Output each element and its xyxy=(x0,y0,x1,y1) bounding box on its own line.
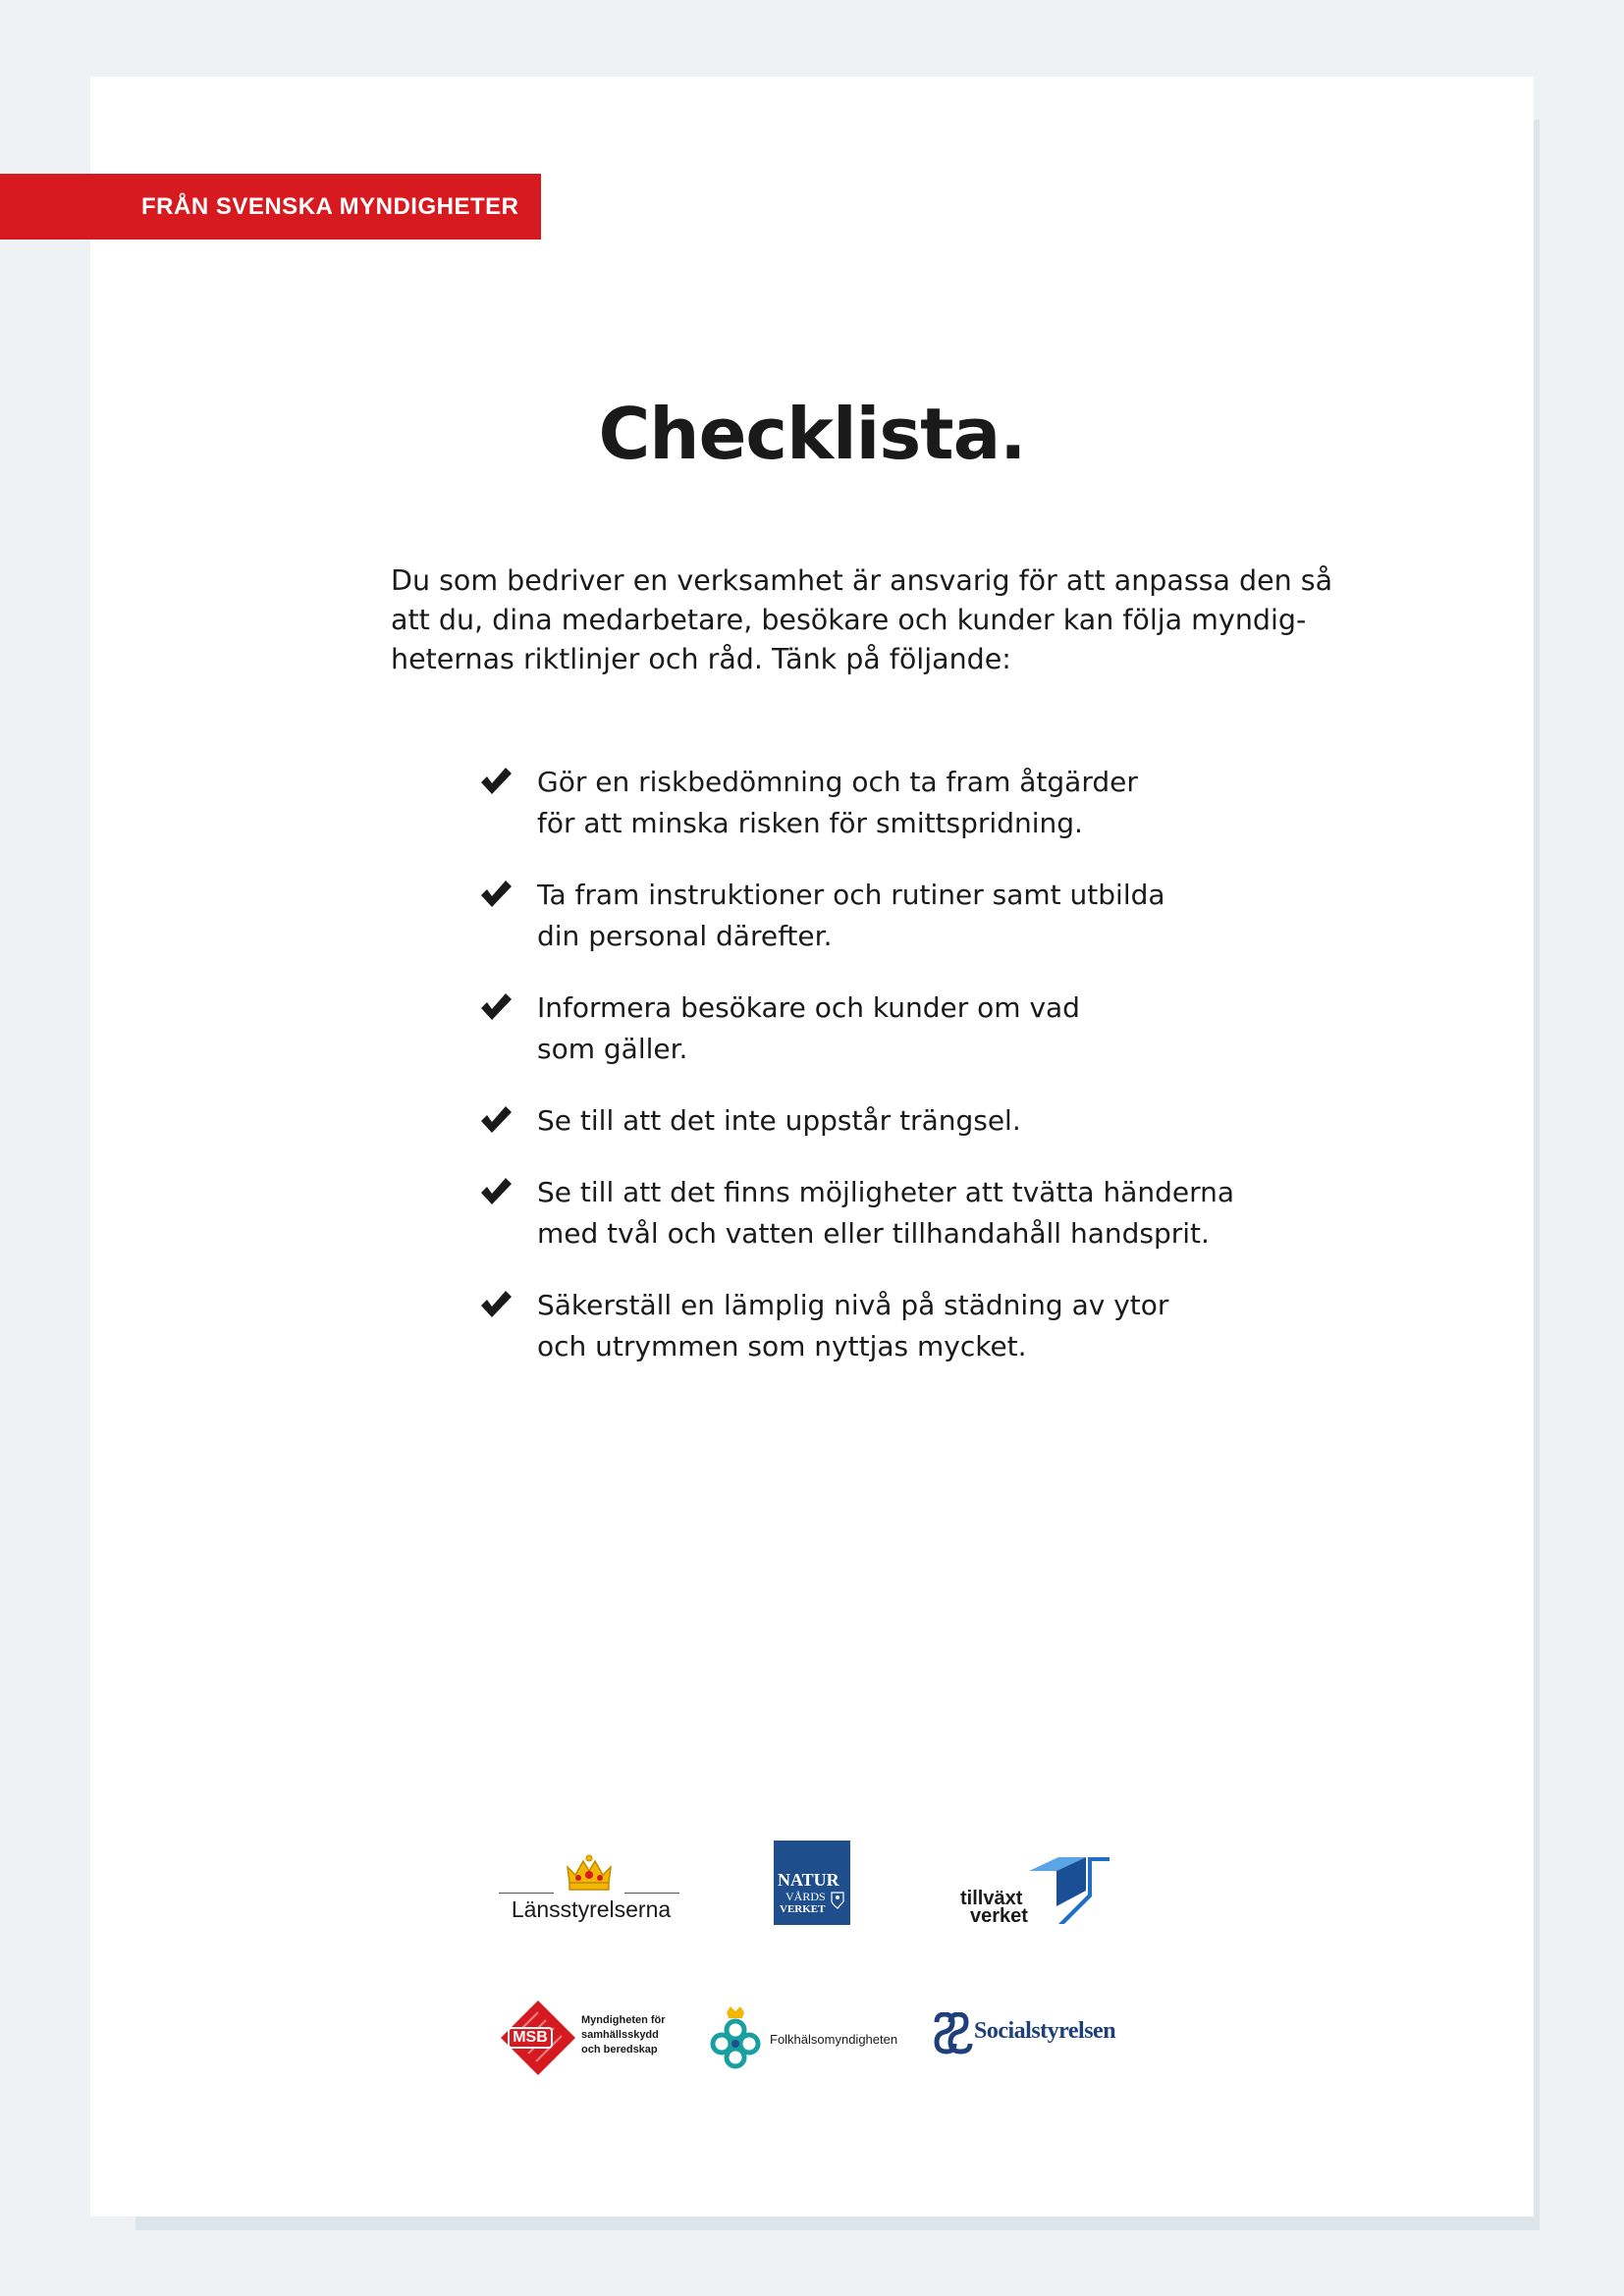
msb-abbr: MSB xyxy=(513,2029,548,2046)
crown-icon xyxy=(562,1853,617,1893)
checklist-item-text: med tvål och vatten eller tillhandahåll handsprit. xyxy=(537,1217,1210,1250)
msb-logo xyxy=(499,1999,695,2077)
checklist-item-text: Informera besökare och kunder om vad xyxy=(537,991,1080,1024)
checkmark-icon xyxy=(479,765,513,798)
checklist-item-text: som gäller. xyxy=(537,1033,688,1065)
checkmark-icon xyxy=(479,878,513,911)
checklist-item xyxy=(479,1172,1235,1255)
msb-line3: och beredskap xyxy=(581,2044,658,2056)
source-banner: FRÅN SVENSKA MYNDIGHETER xyxy=(0,174,541,240)
checklist-item-text: Ta fram instruktioner och rutiner samt utbilda xyxy=(537,879,1165,911)
page-title: Checklista. xyxy=(598,393,1026,475)
lansstyrelserna-logo xyxy=(499,1853,679,1928)
checklist-item-text: och utrymmen som nyttjas mycket. xyxy=(537,1330,1027,1362)
tillvaxtverket-logo xyxy=(960,1855,1110,1926)
naturvardsverket-line2: VÅRDS xyxy=(785,1890,826,1903)
checkmark-icon xyxy=(479,1288,513,1321)
lansstyrelserna-rule-right xyxy=(624,1893,679,1894)
checklist-item xyxy=(479,875,1225,957)
msb-line2: samhällsskydd xyxy=(581,2029,659,2041)
intro-line: Du som bedriver en verksamhet är ansvarig för att anpassa den så xyxy=(391,564,1333,597)
naturvardsverket-logo xyxy=(774,1841,850,1925)
tillvaxtverket-line2: verket xyxy=(970,1905,1028,1927)
checklist-item xyxy=(479,762,1225,844)
msb-line1: Myndigheten för xyxy=(581,2014,666,2026)
checklist-item-text: Se till att det finns möjligheter att tvätta händerna xyxy=(537,1176,1235,1208)
naturvardsverket-line3: VERKET xyxy=(780,1903,826,1915)
checklist-item-text: din personal därefter. xyxy=(537,920,833,952)
naturvardsverket-line1: NATUR xyxy=(778,1870,839,1890)
folkhalsomyndigheten-name: Folkhälsomyndigheten xyxy=(770,2032,898,2047)
checklist-item xyxy=(479,988,1225,1070)
socialstyrelsen-name: Socialstyrelsen xyxy=(974,2018,1116,2044)
checklist-item-text: för att minska risken för smittspridning. xyxy=(537,807,1083,839)
checklist-item xyxy=(479,1100,1225,1142)
checklist-item-text: Se till att det inte uppstår trängsel. xyxy=(537,1104,1021,1137)
checkmark-icon xyxy=(479,1103,513,1137)
intro-line: heternas riktlinjer och råd. Tänk på följande: xyxy=(391,643,1011,675)
checklist-item-text: Säkerställ en lämplig nivå på städning av ytor xyxy=(537,1289,1169,1321)
socialstyrelsen-logo xyxy=(929,2012,1125,2057)
checklist xyxy=(479,762,1235,1398)
lansstyrelserna-name: Länsstyrelserna xyxy=(511,1896,672,1922)
checklist-item-text: Gör en riskbedömning och ta fram åtgärder xyxy=(537,766,1138,798)
intro-paragraph xyxy=(391,561,1333,679)
lansstyrelserna-rule-left xyxy=(499,1893,554,1894)
socialstyrelsen-emblem-icon xyxy=(929,2012,976,2056)
checklist-item xyxy=(479,1285,1225,1367)
folkhalsomyndigheten-emblem-icon xyxy=(705,2002,766,2071)
folkhalsomyndigheten-logo xyxy=(705,2002,901,2071)
tillvaxtverket-line1: tillväxt xyxy=(960,1888,1023,1909)
shield-icon xyxy=(831,1892,844,1909)
checkmark-icon xyxy=(479,1175,513,1208)
checkmark-icon xyxy=(479,990,513,1024)
intro-line: att du, dina medarbetare, besökare och kunder kan följa myndig- xyxy=(391,604,1307,636)
